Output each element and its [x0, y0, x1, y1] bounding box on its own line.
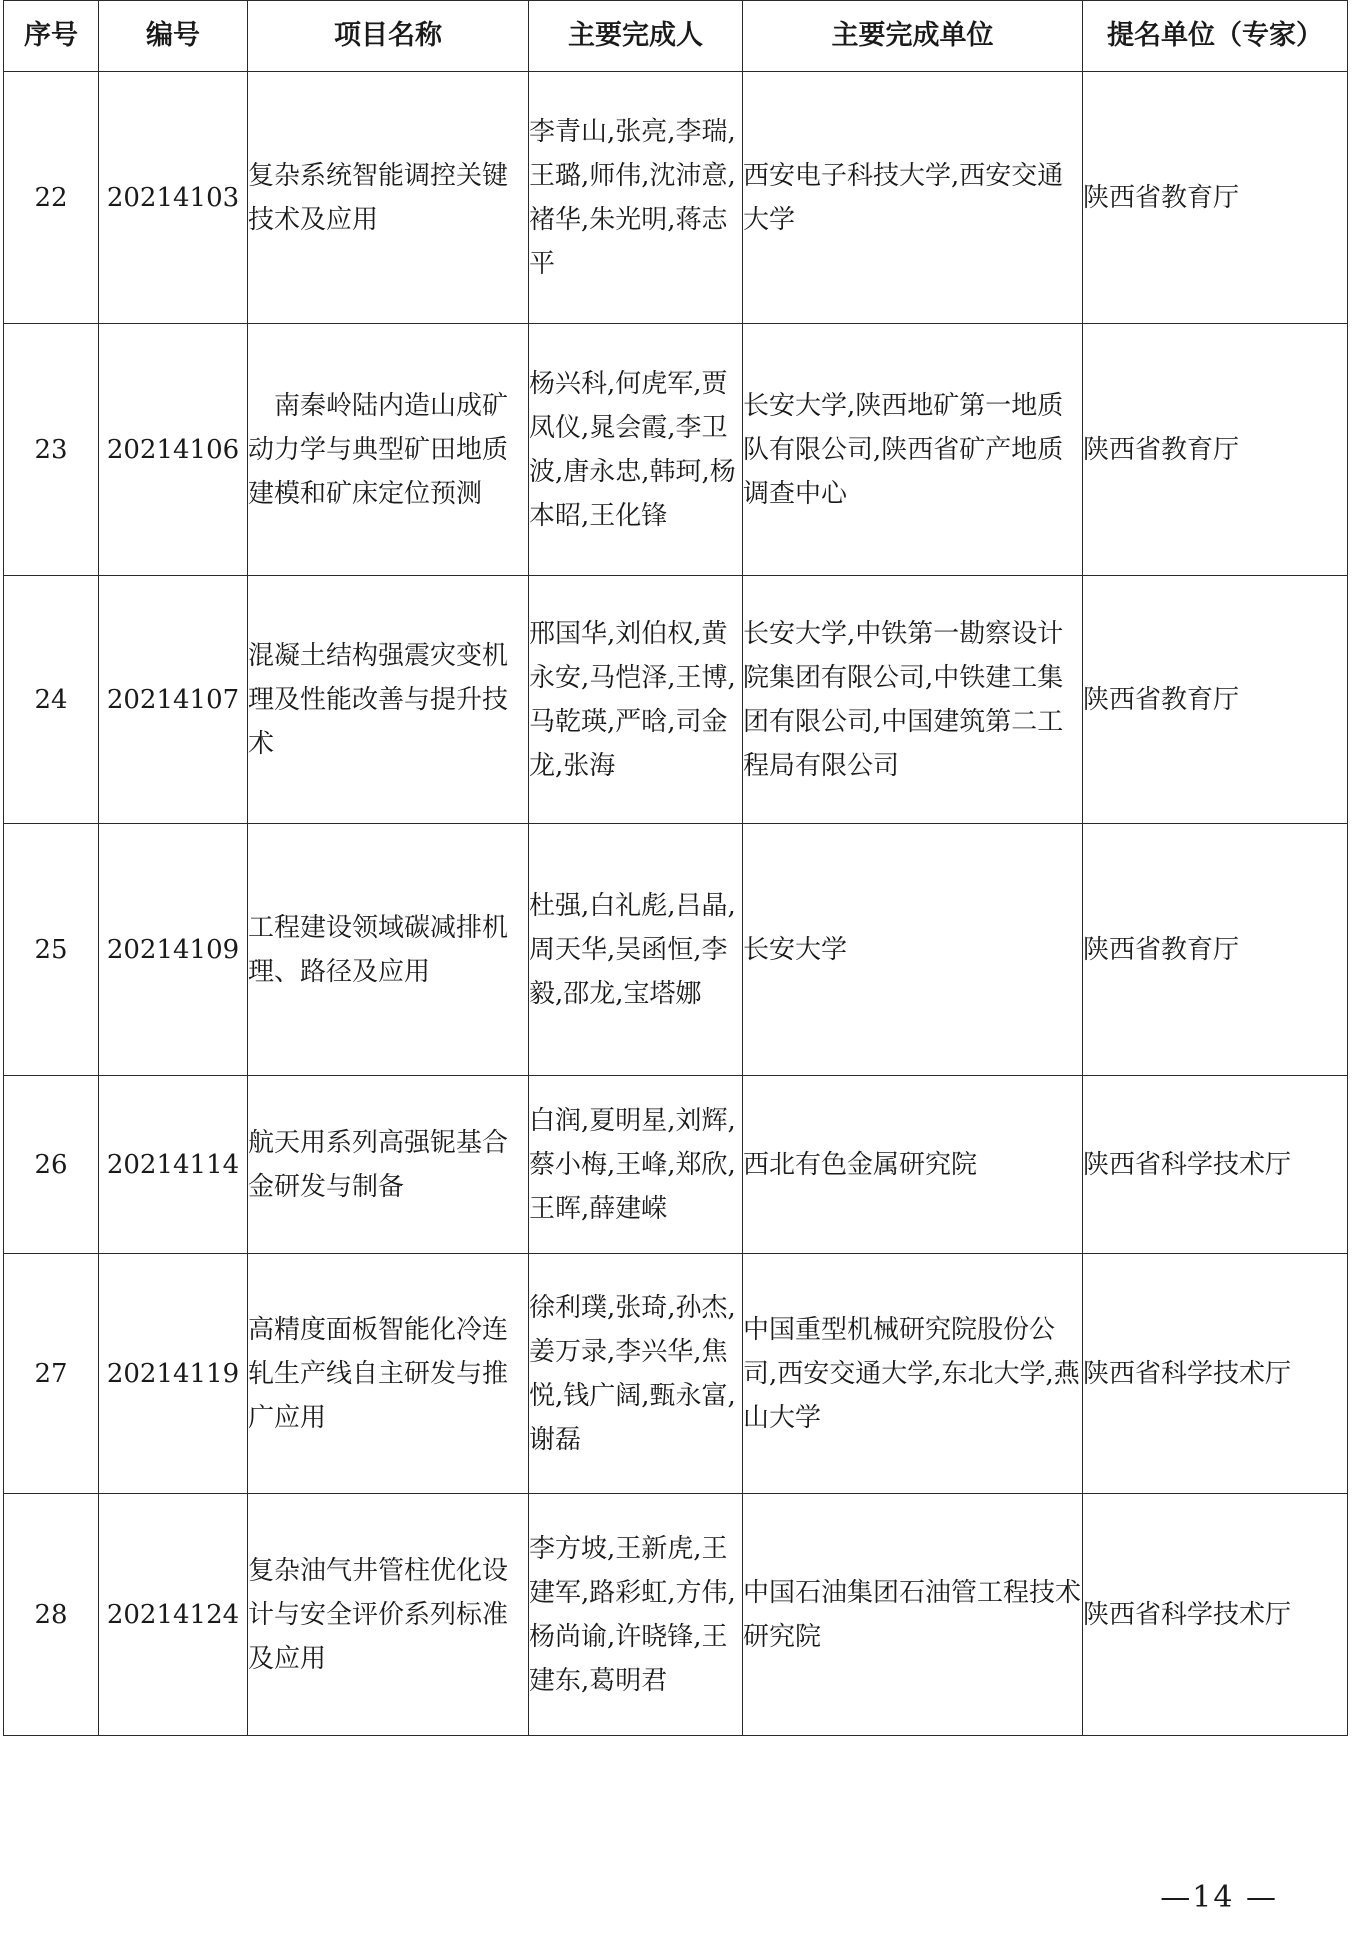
table-row [4, 1254, 1348, 1494]
header-project-name: 项目名称 [248, 1, 529, 72]
table-row [4, 72, 1348, 324]
table-row [4, 824, 1348, 1076]
table-row [4, 324, 1348, 576]
cell-project-name: 复杂系统智能调控关键技术及应用 [248, 72, 529, 324]
award-nomination-table [3, 0, 1348, 1736]
cell-completers: 李方坡,王新虎,王建军,路彩虹,方伟,杨尚谕,许晓锋,王建东,葛明君 [529, 1494, 743, 1736]
table-row [4, 576, 1348, 824]
cell-completing-units: 西安电子科技大学,西安交通大学 [743, 72, 1083, 324]
header-seq: 序号 [4, 1, 99, 72]
cell-completers: 李青山,张亮,李瑞,王璐,师伟,沈沛意,褚华,朱光明,蒋志平 [529, 72, 743, 324]
cell-project-name: 航天用系列高强铌基合金研发与制备 [248, 1076, 529, 1254]
cell-completers: 徐利璞,张琦,孙杰,姜万录,李兴华,焦悦,钱广阔,甄永富,谢磊 [529, 1254, 743, 1494]
cell-completers: 邢国华,刘伯权,黄永安,马恺泽,王博,马乾瑛,严晗,司金龙,张海 [529, 576, 743, 824]
cell-project-name: 复杂油气井管柱优化设计与安全评价系列标准及应用 [248, 1494, 529, 1736]
cell-completers: 白润,夏明星,刘辉,蔡小梅,王峰,郑欣,王晖,薛建嵘 [529, 1076, 743, 1254]
cell-number: 20214103 [99, 72, 248, 324]
cell-completing-units: 长安大学 [743, 824, 1083, 1076]
cell-seq: 22 [4, 72, 99, 324]
cell-nominator: 陕西省教育厅 [1083, 72, 1348, 324]
cell-completers: 杜强,白礼彪,吕晶,周天华,吴函恒,李毅,邵龙,宝塔娜 [529, 824, 743, 1076]
cell-seq: 24 [4, 576, 99, 824]
cell-project-name: 混凝土结构强震灾变机理及性能改善与提升技术 [248, 576, 529, 824]
cell-completers: 杨兴科,何虎军,贾凤仪,晁会霞,李卫波,唐永忠,韩珂,杨本昭,王化锋 [529, 324, 743, 576]
cell-nominator: 陕西省科学技术厅 [1083, 1494, 1348, 1736]
header-number: 编号 [99, 1, 248, 72]
header-completing-units: 主要完成单位 [743, 1, 1083, 72]
cell-completing-units: 中国重型机械研究院股份公司,西安交通大学,东北大学,燕山大学 [743, 1254, 1083, 1494]
cell-completing-units: 西北有色金属研究院 [743, 1076, 1083, 1254]
header-completers: 主要完成人 [529, 1, 743, 72]
cell-nominator: 陕西省教育厅 [1083, 576, 1348, 824]
cell-nominator: 陕西省教育厅 [1083, 324, 1348, 576]
cell-project-name: 工程建设领域碳减排机理、路径及应用 [248, 824, 529, 1076]
cell-seq: 27 [4, 1254, 99, 1494]
cell-seq: 25 [4, 824, 99, 1076]
table-row [4, 1494, 1348, 1736]
cell-seq: 23 [4, 324, 99, 576]
page-number: —14 — [1160, 1880, 1278, 1915]
cell-nominator: 陕西省科学技术厅 [1083, 1076, 1348, 1254]
table-row [4, 1076, 1348, 1254]
header-nominator: 提名单位（专家） [1083, 1, 1348, 72]
cell-completing-units: 长安大学,陕西地矿第一地质队有限公司,陕西省矿产地质调查中心 [743, 324, 1083, 576]
cell-seq: 26 [4, 1076, 99, 1254]
cell-project-name: 高精度面板智能化冷连轧生产线自主研发与推广应用 [248, 1254, 529, 1494]
cell-number: 20214119 [99, 1254, 248, 1494]
table-header-row [4, 1, 1348, 72]
cell-project-name: 南秦岭陆内造山成矿动力学与典型矿田地质建模和矿床定位预测 [248, 324, 529, 576]
cell-completing-units: 中国石油集团石油管工程技术研究院 [743, 1494, 1083, 1736]
cell-seq: 28 [4, 1494, 99, 1736]
cell-number: 20214106 [99, 324, 248, 576]
cell-nominator: 陕西省科学技术厅 [1083, 1254, 1348, 1494]
cell-number: 20214114 [99, 1076, 248, 1254]
cell-number: 20214107 [99, 576, 248, 824]
cell-number: 20214109 [99, 824, 248, 1076]
cell-number: 20214124 [99, 1494, 248, 1736]
cell-nominator: 陕西省教育厅 [1083, 824, 1348, 1076]
cell-completing-units: 长安大学,中铁第一勘察设计院集团有限公司,中铁建工集团有限公司,中国建筑第二工程局有限公司 [743, 576, 1083, 824]
